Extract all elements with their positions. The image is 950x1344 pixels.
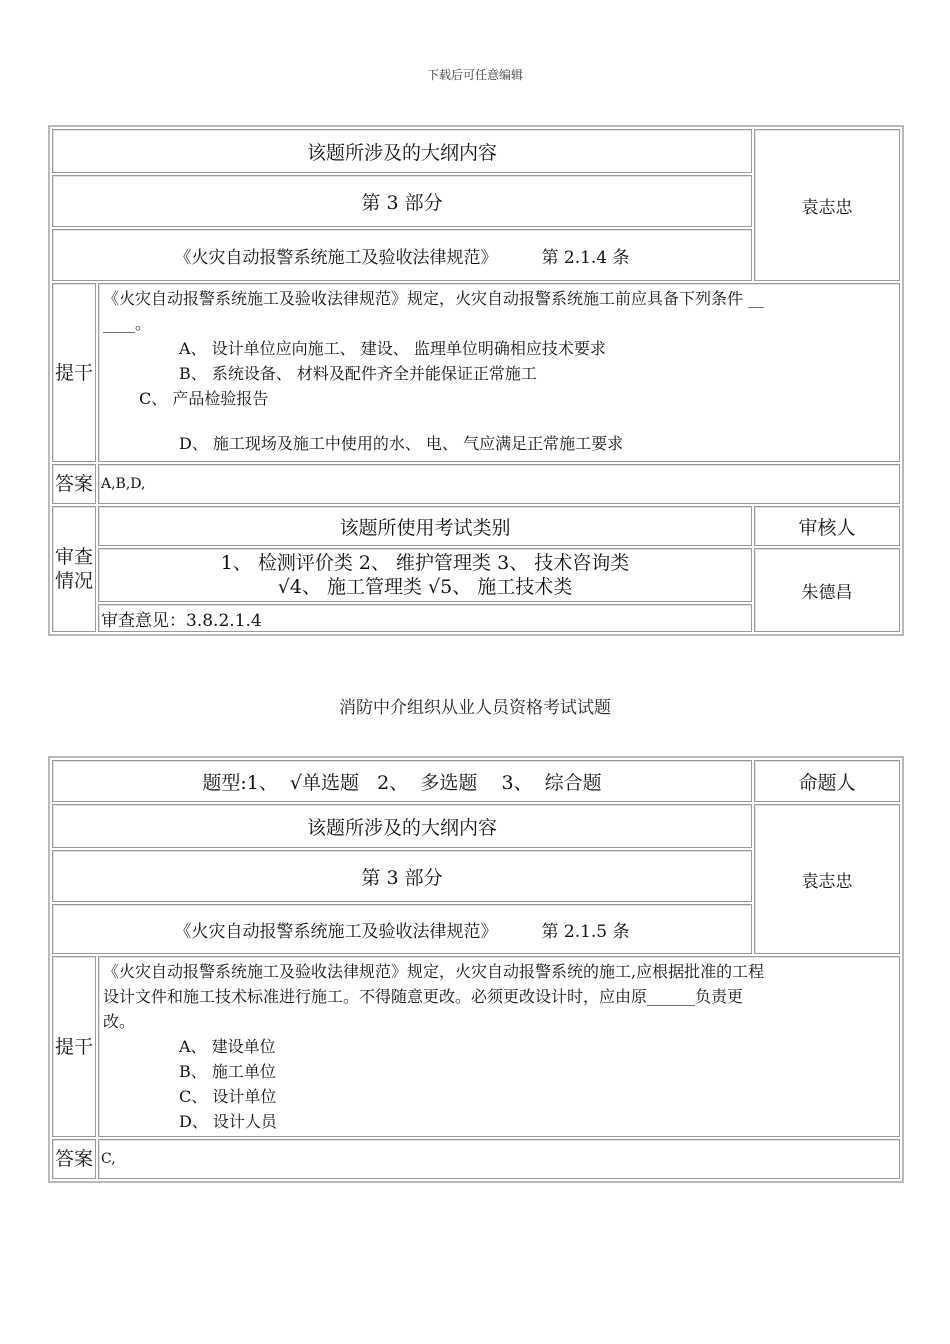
option-b: B、 系统设备、 材料及配件齐全并能保证正常施工: [179, 364, 537, 383]
author-name: 袁志忠: [754, 804, 900, 954]
stem-label: 提干: [52, 283, 96, 462]
stem-text-line: 设计文件和施工技术标准进行施工。不得随意更改。必须更改设计时，应由原______负责更: [103, 987, 744, 1006]
reviewer-name: 朱德昌: [754, 548, 900, 632]
review-label-text: 审查情况: [54, 546, 93, 592]
stem-text-line: ____。: [103, 314, 152, 333]
stem-text-line: 改。: [103, 1012, 136, 1031]
categories-line: √4、 施工管理类 √5、 施工技术类: [277, 576, 573, 598]
part-number: 第 3 部分: [52, 175, 752, 227]
answer-value: A,B,D,: [98, 464, 900, 504]
author-name: 袁志忠: [754, 129, 900, 281]
answer-label: 答案: [52, 1139, 96, 1179]
law-name: 《火灾自动报警系统施工及验收法律规范》: [174, 247, 498, 268]
law-article: 第 2.1.4 条: [541, 247, 630, 268]
exam-type-label: 该题所使用考试类别: [98, 506, 752, 546]
option-a: A、 建设单位: [179, 1037, 276, 1056]
question-table-2: [48, 756, 904, 1183]
outline-label: 该题所涉及的大纲内容: [52, 129, 752, 173]
categories-line: 1、 检测评价类 2、 维护管理类 3、 技术咨询类: [220, 552, 630, 574]
answer-value: C,: [98, 1139, 900, 1179]
option-a: A、 设计单位应向施工、 建设、 监理单位明确相应技术要求: [179, 339, 606, 358]
header-note: 下载后可任意编辑: [426, 68, 523, 82]
option-d: D、 设计人员: [179, 1112, 277, 1131]
question-stem: [98, 283, 900, 462]
exam-categories: [98, 548, 752, 602]
stem-text-line: 《火灾自动报警系统施工及验收法律规范》规定，火灾自动报警系统施工前应具备下列条件 __: [103, 289, 765, 308]
option-d: D、 施工现场及施工中使用的水、 电、 气应满足正常施工要求: [179, 434, 624, 453]
question-stem: [98, 956, 900, 1137]
question-table-1: [48, 125, 904, 636]
option-c: C、 产品检验报告: [139, 389, 269, 408]
page-title: 消防中介组织从业人员资格考试试题: [339, 698, 611, 718]
author-label: 命题人: [754, 760, 900, 802]
review-opinion: 审查意见：3.8.2.1.4: [98, 604, 752, 632]
option-b: B、 施工单位: [179, 1062, 276, 1081]
law-reference: [52, 229, 752, 281]
law-article: 第 2.1.5 条: [541, 921, 630, 942]
answer-label: 答案: [52, 464, 96, 504]
review-label: [52, 506, 96, 632]
law-reference: [52, 904, 752, 954]
law-name: 《火灾自动报警系统施工及验收法律规范》: [174, 921, 498, 942]
stem-text-line: 《火灾自动报警系统施工及验收法律规范》规定，火灾自动报警系统的施工,应根据批准的工程: [103, 962, 765, 981]
outline-label: 该题所涉及的大纲内容: [52, 804, 752, 848]
reviewer-label: 审核人: [754, 506, 900, 546]
question-type-line: 题型:1、 √单选题 2、 多选题 3、 综合题: [52, 760, 752, 802]
option-c: C、 设计单位: [179, 1087, 277, 1106]
stem-label: 提干: [52, 956, 96, 1137]
part-number: 第 3 部分: [52, 850, 752, 902]
